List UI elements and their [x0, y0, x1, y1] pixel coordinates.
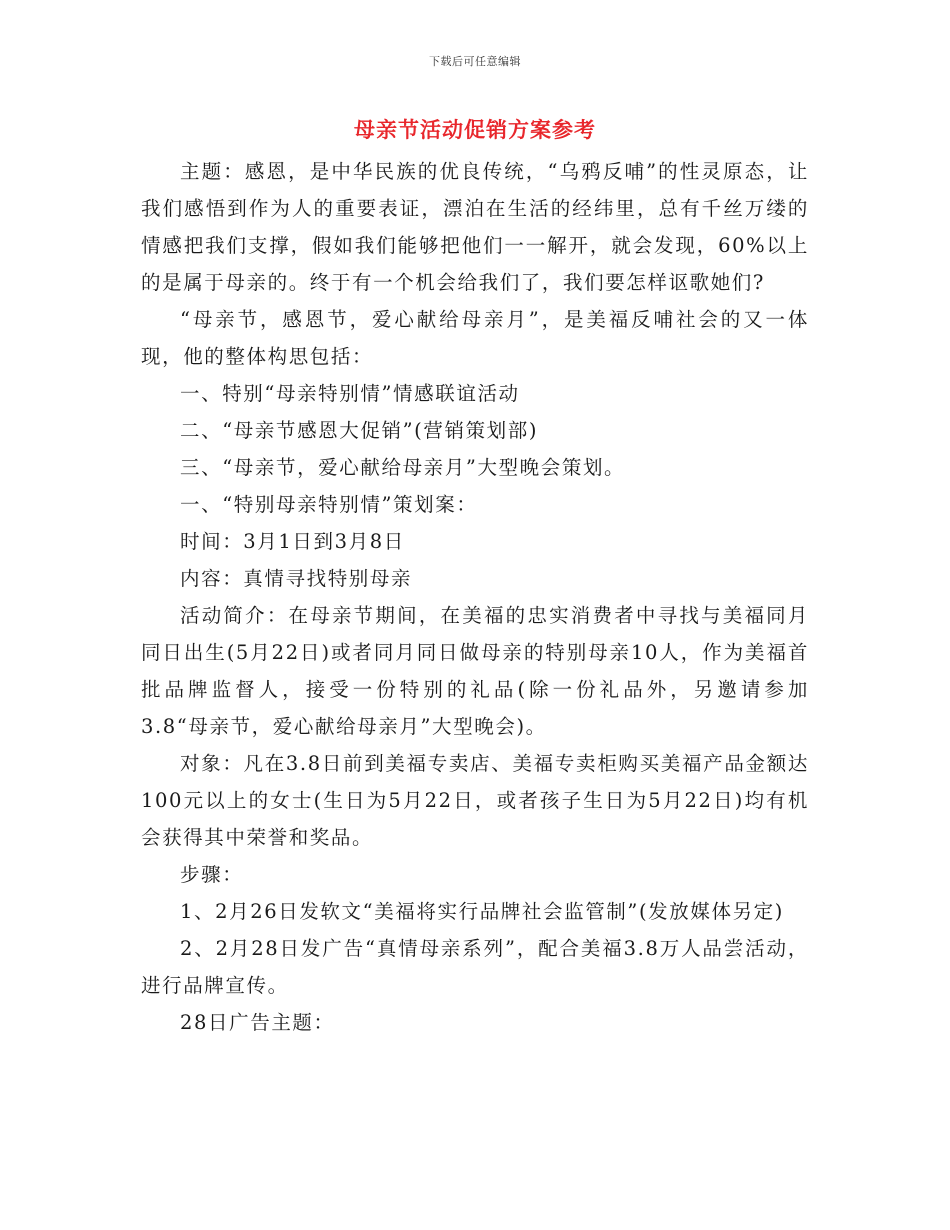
document-body [141, 153, 809, 1041]
paragraph-step-1: 1、2月26日发软文“美福将实行品牌社会监管制”(发放媒体另定) [180, 900, 784, 923]
paragraph-item-3: 三、“母亲节，爱心献给母亲月”大型晚会策划。 [180, 456, 626, 479]
document-title: 母亲节活动促销方案参考 [354, 117, 596, 142]
paragraph-target: 对象：凡在3.8日前到美福专卖店、美福专卖柜购买美福产品金额达100元以上的女士(生日为5月22日，或者孩子生日为5月22日)均有机会获得其中荣誉和奖品。 [141, 752, 809, 849]
header-note: 下载后可任意编辑 [429, 55, 521, 68]
paragraph-content: 内容：真情寻找特别母亲 [180, 567, 413, 590]
section-heading: 一、“特别母亲特别情”策划案： [180, 493, 478, 516]
paragraph-theme: 主题：感恩，是中华民族的优良传统，“乌鸦反哺”的性灵原态，让我们感悟到作为人的重要表证，漂泊在生活的经纬里，总有千丝万缕的情感把我们支撑，假如我们能够把他们一一解开，就会发现，60%以上的是属于母亲的。终于有一个机会给我们了，我们要怎样讴歌她们? [141, 160, 809, 294]
paragraph-item-2: 二、“母亲节感恩大促销”(营销策划部) [180, 419, 539, 442]
paragraph-intro: 活动简介：在母亲节期间，在美福的忠实消费者中寻找与美福同月同日出生(5月22日)或者同月同日做母亲的特别母亲10人，作为美福首批品牌监督人，接受一份特别的礼品(除一份礼品外，另邀请参加3.8“母亲节，爱心献给母亲月”大型晚会)。 [141, 604, 809, 738]
paragraph-time: 时间：3月1日到3月8日 [180, 530, 405, 553]
paragraph-item-1: 一、特别“母亲特别情”情感联谊活动 [180, 382, 520, 405]
paragraph-steps-label: 步骤： [180, 863, 244, 886]
paragraph-step-2: 2、2月28日发广告“真情母亲系列”，配合美福3.8万人品尝活动，进行品牌宣传。 [141, 937, 809, 997]
paragraph-concept: “母亲节，感恩节，爱心献给母亲月”，是美福反哺社会的又一体现，他的整体构思包括： [141, 308, 809, 368]
paragraph-ad-theme: 28日广告主题： [180, 1011, 335, 1034]
